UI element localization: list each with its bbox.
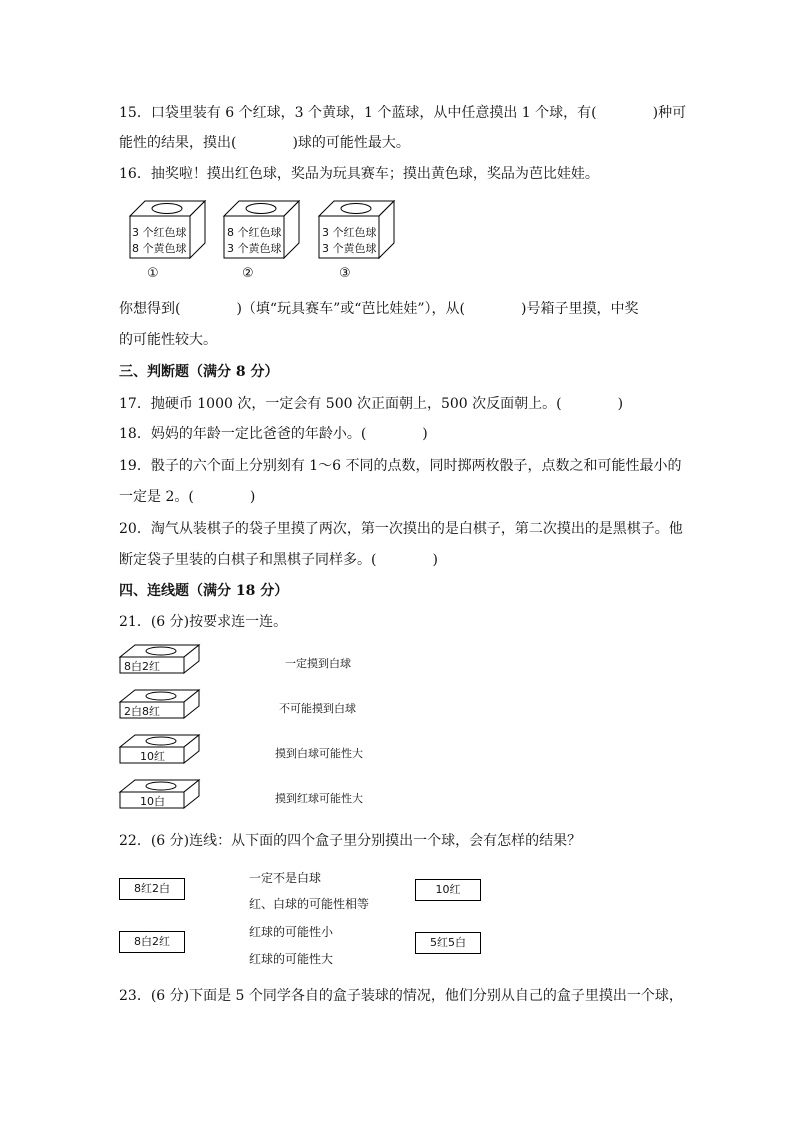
q21-box-4-label: 10白 <box>140 795 165 808</box>
q21-box-2-label: 2白8红 <box>124 705 160 718</box>
question-22-text: 22．(6 分)连线：从下面的四个盒子里分别摸出一个球，会有怎样的结果？ <box>119 833 582 849</box>
q21-option-4: 摸到红球可能性大 <box>275 792 363 805</box>
question-16-text: 16．抽奖啦！摸出红色球，奖品为玩具赛车；摸出黄色球，奖品为芭比娃娃。 <box>119 166 599 182</box>
q21-option-1: 一定摸到白球 <box>285 657 351 670</box>
q22-option-2: 红、白球的可能性相等 <box>249 897 370 911</box>
box-1-line-2: 8 个黄色球 <box>132 242 187 255</box>
box-2-number: ② <box>242 266 254 281</box>
question-17: 17．抛硬币 1000 次，一定会有 500 次正面朝上，500 次反面朝上。( ) <box>119 396 624 412</box>
question-19-line-2: 一定是 2。( ) <box>119 489 256 505</box>
q22-option-4: 红球的可能性大 <box>249 952 334 966</box>
box-3-number: ③ <box>339 266 351 281</box>
box-1-number: ① <box>147 266 159 281</box>
question-20-line-2: 断定袋子里装的白棋子和黑棋子同样多。( ) <box>119 552 438 568</box>
q22-right-box-2: 5红5白 <box>415 932 481 954</box>
question-20-line-1: 20．淘气从装棋子的袋子里摸了两次，第一次摸出的是白棋子，第二次摸出的是黑棋子。他 <box>119 521 683 537</box>
box-2-line-2: 3 个黄色球 <box>227 242 282 255</box>
q22-option-1: 一定不是白球 <box>249 871 322 885</box>
question-18: 18．妈妈的年龄一定比爸爸的年龄小。( ) <box>119 426 428 442</box>
box-3-line-2: 3 个黄色球 <box>322 242 377 255</box>
q21-box-3-label: 10红 <box>140 750 165 763</box>
box-1-line-1: 3 个红色球 <box>132 226 187 239</box>
question-16-answer-line-1: 你想得到( )（填“玩具赛车”或“芭比娃娃”），从( )号箱子里摸，中奖 <box>119 301 639 317</box>
q22-option-3: 红球的可能性小 <box>249 925 334 939</box>
question-16-answer-line-2: 的可能性较大。 <box>119 332 217 348</box>
q21-option-3: 摸到白球可能性大 <box>275 747 363 760</box>
q22-right-box-1: 10红 <box>415 879 481 901</box>
question-19-line-1: 19．骰子的六个面上分别刻有 1～6 不同的点数，同时掷两枚骰子，点数之和可能性最小的 <box>119 458 682 474</box>
q21-box-1-label: 8白2红 <box>124 660 160 673</box>
question-15-line-2: 能性的结果，摸出( )球的可能性最大。 <box>119 135 410 151</box>
q22-left-box-2: 8白2红 <box>119 931 185 953</box>
box-2-line-1: 8 个红色球 <box>227 226 282 239</box>
box-3-line-1: 3 个红色球 <box>322 226 377 239</box>
section-3-heading: 三、判断题（满分 8 分） <box>119 364 279 380</box>
q21-option-2: 不可能摸到白球 <box>279 702 356 715</box>
question-21-text: 21．(6 分)按要求连一连。 <box>119 614 288 630</box>
section-4-heading: 四、连线题（满分 18 分） <box>119 583 289 599</box>
q22-left-box-1: 8红2白 <box>119 878 185 900</box>
question-23-text: 23．(6 分)下面是 5 个同学各自的盒子装球的情况，他们分别从自己的盒子里摸出一个球， <box>119 988 683 1004</box>
question-15-line-1: 15．口袋里装有 6 个红球，3 个黄球，1 个蓝球，从中任意摸出 1 个球，有( )种可 <box>119 105 687 121</box>
